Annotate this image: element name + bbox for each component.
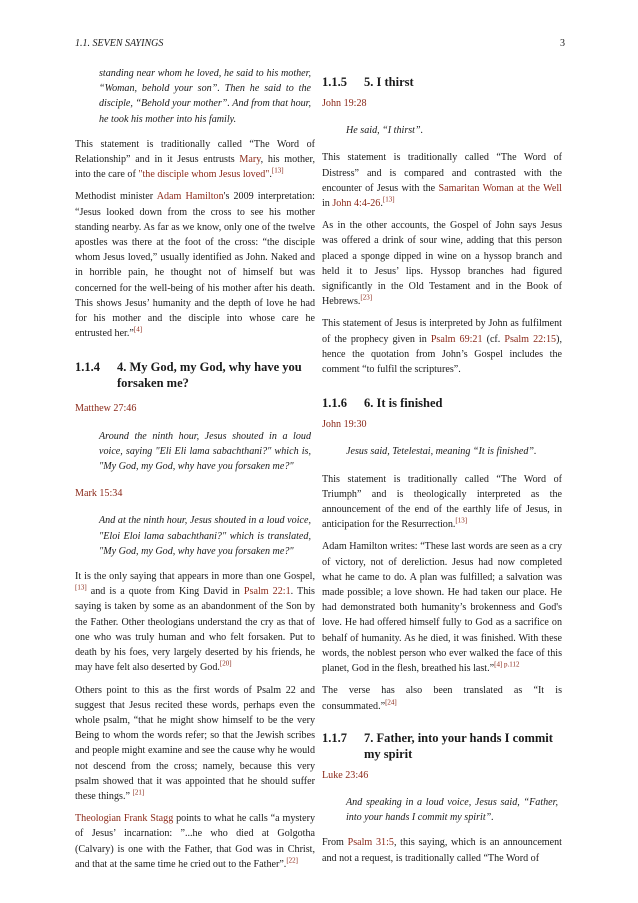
adam-hamilton-link[interactable]: Adam Hamilton: [156, 191, 224, 203]
bible-ref-link[interactable]: Mark 15:34: [75, 488, 123, 500]
citation[interactable]: [4] p.112: [494, 660, 520, 669]
block-quote: Around the ninth hour, Jesus shouted in a loud voice, saying "Eli Eli lama sabachthani?" which is, "My God, my God, why have you forsaken me?": [99, 430, 311, 473]
block-quote: And at the ninth hour, Jesus shouted in a loud voice, "Eloi Eloi lama sabachthani?" which is translated, "My God, my God, why have you forsaken me?": [99, 515, 311, 557]
paragraph: The verse has also been translated as “It is consummated.”[24]: [322, 685, 562, 712]
block-quote: Jesus said, Tetelestai, meaning “It is finished”.: [346, 446, 537, 458]
samaritan-woman-link[interactable]: Samaritan Woman at the Well: [438, 182, 562, 194]
block-quote: And speaking in a loud voice, Jesus said, “Father, into your hands I commit my spirit”.: [346, 796, 558, 824]
section-heading: 1.1.5 5. I thirst: [322, 75, 414, 89]
disciple-link[interactable]: "the disciple whom Jesus loved": [138, 169, 270, 181]
paragraph: Others point to this as the first words of Psalm 22 and suggest that Jesus recited these words, perhaps even the whole psalm, “that he might show himself to be the very Being to whom the words refer; so that the Jewish scribes and people might examine and see the cause why he would not descend from the cross; namely, because this very psalm showed that it was appointed that he should suffer these things.” [21]: [75, 684, 315, 802]
left-column: [75, 64, 315, 879]
citation[interactable]: [13]: [271, 166, 284, 175]
psalm-link[interactable]: Psalm 22:15: [504, 333, 557, 345]
paragraph: Theologian Frank Stagg points to what he calls “a mystery of Jesus’ incarnation: ”...he who died at Golgotha (Calvary) is one with the Father, that God was in Christ, and that at the same time he cried out to the Father”.[22]: [75, 813, 315, 870]
section-heading: 1.1.6 6. It is finished: [322, 396, 443, 411]
block-quote: He said, “I thirst”.: [346, 125, 424, 137]
frank-stagg-link[interactable]: Theologian Frank Stagg: [75, 813, 174, 825]
psalm-link[interactable]: Psalm 69:21: [430, 333, 483, 345]
paragraph: As in the other accounts, the Gospel of John says Jesus was offered a drink of sour wine, adding that this person placed a sponge dipped in wine on a hyssop branch and held it to Jesus’ lips. Hyssop branches had figured significantly in the Old Testament and in the Book of Hebrews.[23]: [322, 220, 562, 308]
citation[interactable]: [13]: [455, 516, 468, 525]
section-title: 1.1. SEVEN SAYINGS: [75, 38, 164, 49]
paragraph: Methodist minister Adam Hamilton's 2009 interpretation: “Jesus looked down from the cross to see his mother standing nearby. As far as we know, only one of the twelve apostles was there at the foot of the cross: “the disciple whom Jesus loved,” usually identified as John. Naked and in horrible pain, he thought not of himself but was concerned for the well-being of his mother after his death. This shows Jesus’ humanity and the depth of love he had for his mother and the disciple into whose care he entrusted her.”[4]: [75, 191, 315, 340]
paragraph: This statement of Jesus is interpreted by John as fulfilment of the prophecy given in Psalm 69:21 (cf. Psalm 22:15), hence the quotation from John’s Gospel includes the comment “to fulfil the scriptures”.: [322, 318, 562, 376]
paragraph: This statement is traditionally called “The Word of Triumph” and is theologically interpreted as the announcement of the end of the earthly life of Jesus, in anticipation for the Resurrection.[13]: [322, 473, 562, 531]
citation[interactable]: [4]: [133, 325, 143, 334]
paragraph: This statement is traditionally called “The Word of Distress” and is compared and contrasted with the encounter of Jesus with the Samaritan Woman at the Well in John 4:4-26.[13]: [322, 152, 562, 210]
psalm-link[interactable]: Psalm 22:1: [243, 586, 291, 598]
bible-ref-link[interactable]: John 19:28: [322, 98, 367, 109]
citation[interactable]: [21]: [132, 788, 145, 797]
paragraph: It is the only saying that appears in more than one Gospel,[13] and is a quote from King David in Psalm 22:1. This saying is taken by some as an abandonment of the Son by the Father. Other theologians understand the cry as that of one who was truly human and who felt forsaken. Put to death by his foes, very largely deserted by his friends, he may have felt also deserted by God.[20]: [75, 571, 315, 674]
citation[interactable]: [24]: [385, 698, 397, 707]
bible-ref-link[interactable]: Luke 23:46: [322, 769, 369, 781]
mary-link[interactable]: Mary: [239, 154, 261, 166]
bible-ref-link[interactable]: Matthew 27:46: [75, 403, 137, 415]
john-link[interactable]: John 4:4-26: [332, 198, 381, 210]
citation[interactable]: [23]: [360, 293, 373, 302]
intro-quote: standing near whom he loved, he said to his mother, “Woman, behold your son”. Then he said to the disciple, “Behold your mother”. And from that hour, he took his mother into his family.: [99, 68, 311, 125]
paragraph: From Psalm 31:5, this saying, which is an announcement and not a request, is traditionally called “The Word of: [322, 837, 562, 864]
paragraph: This statement is traditionally called “The Word of Relationship” and in it Jesus entrusts Mary, his mother, into the care of "the disciple whom Jesus loved".[13]: [75, 138, 315, 181]
right-column: [322, 64, 562, 873]
bible-ref-link[interactable]: John 19:30: [322, 419, 367, 431]
page-number: 3: [560, 38, 565, 49]
paragraph: Adam Hamilton writes: “These last words are seen as a cry of victory, not of dereliction. Jesus had now completed what he came to do. A plan was fulfilled; a salvation was made possible; a love shown. He had taken our place. He had demonstrated both humanity’s brokenness and God's love. He had offered himself fully to God as a sacrifice on behalf of humanity. As he died, it was finished. With these words, the noblest person who ever walked the face of this planet, God in the flesh, breathed his last.”$^{[4] p.112}$: [322, 541, 562, 675]
running-header: [75, 38, 565, 49]
psalm-link[interactable]: Psalm 31:5: [347, 837, 394, 849]
citation[interactable]: [13]: [75, 583, 87, 592]
section-heading: 1.1.7 7. Father, into your hands I commit my spirit: [322, 730, 553, 761]
citation[interactable]: [20]: [219, 659, 232, 668]
citation[interactable]: [13]: [382, 195, 395, 204]
citation[interactable]: [22]: [286, 856, 299, 865]
section-heading: 1.1.4 4. My God, my God, why have you forsaken me?: [75, 360, 302, 391]
